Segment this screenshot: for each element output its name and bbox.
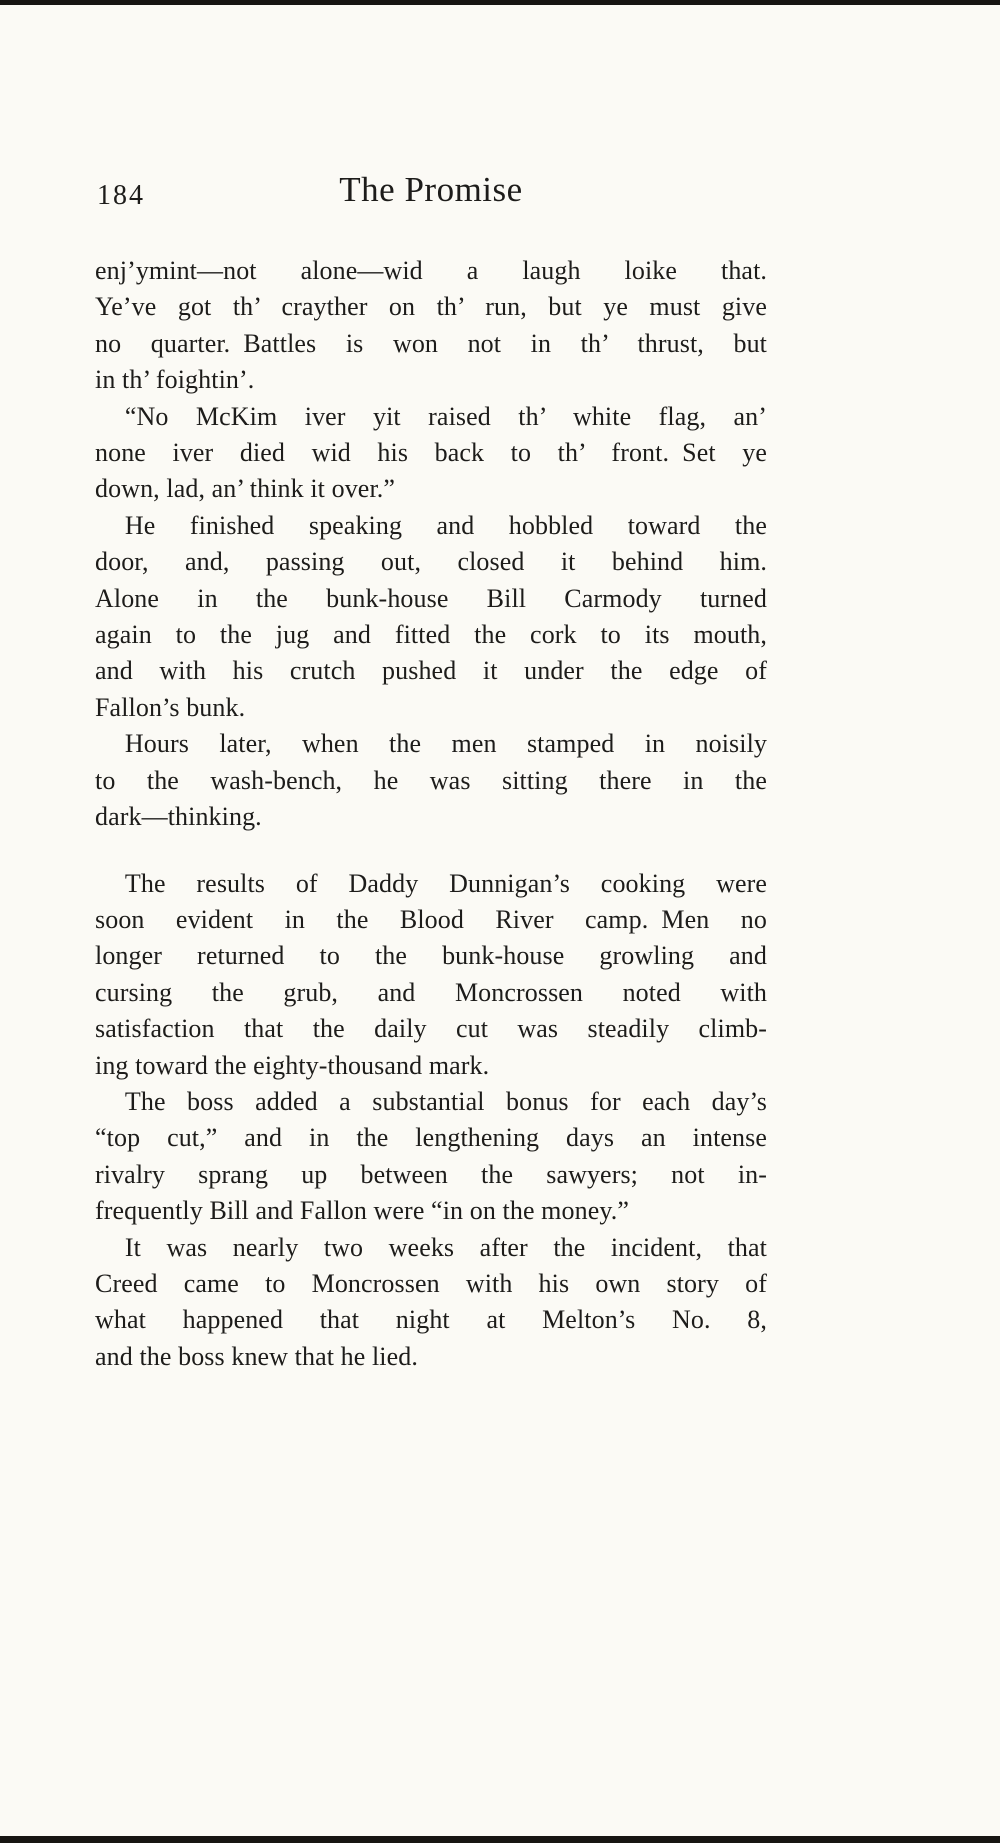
text-line: to the wash-bench, he was sitting there in the (95, 765, 767, 795)
book-title: The Promise (339, 170, 523, 209)
text-line: It was nearly two weeks after the incident, that (124, 1232, 767, 1262)
paragraph (95, 726, 767, 835)
text-line: rivalry sprang up between the sawyers; not in- (95, 1159, 767, 1189)
text-line: soon evident in the Blood River camp. Men no (95, 904, 767, 934)
text-line: down, lad, an’ think it over.” (95, 474, 396, 504)
text-line: cursing the grub, and Moncrossen noted with (95, 977, 767, 1007)
text-line: Creed came to Moncrossen with his own story of (95, 1268, 767, 1298)
paragraph (95, 508, 767, 726)
text-line: door, and, passing out, closed it behind him. (95, 547, 767, 577)
text-line: no quarter. Battles is won not in th’ thrust, but (95, 328, 767, 358)
text-line: dark—thinking. (95, 802, 262, 832)
paragraph (95, 866, 767, 1084)
paragraph (95, 399, 767, 508)
text-line: frequently Bill and Fallon were “in on the money.” (95, 1196, 630, 1226)
text-line: “No McKim iver yit raised th’ white flag, an’ (124, 401, 767, 431)
page-header (95, 170, 767, 220)
text-line: again to the jug and fitted the cork to its mouth, (95, 620, 767, 650)
text-line: ing toward the eighty-thousand mark. (95, 1050, 490, 1080)
text-line: He finished speaking and hobbled toward the (124, 510, 767, 540)
text-line: Alone in the bunk-house Bill Carmody turned (95, 583, 767, 613)
text-line: satisfaction that the daily cut was steadily climb- (95, 1014, 767, 1044)
text-block (95, 253, 767, 1375)
text-line: enj’ymint—not alone—wid a laugh loike that. (95, 256, 767, 285)
paragraph (95, 1084, 767, 1230)
text-line: Fallon’s bunk. (95, 692, 246, 722)
text-line: The results of Daddy Dunnigan’s cooking were (124, 868, 767, 898)
text-line: what happened that night at Melton’s No. 8, (95, 1305, 767, 1335)
text-line: none iver died wid his back to th’ front. Set ye (95, 438, 767, 468)
page-number: 184 (97, 180, 145, 211)
text-line: Hours later, when the men stamped in noisily (124, 729, 767, 759)
scan-edge-top (0, 0, 1000, 5)
text-line: in th’ foightin’. (95, 365, 255, 395)
text-line: Ye’ve got th’ crayther on th’ run, but ye must give (95, 292, 767, 322)
text-line: longer returned to the bunk-house growling and (95, 941, 767, 971)
paragraph (95, 1230, 767, 1376)
text-line: and the boss knew that he lied. (95, 1341, 418, 1371)
text-line: The boss added a substantial bonus for each day’s (124, 1086, 767, 1116)
scan-edge-bottom (0, 1836, 1000, 1843)
text-line: and with his crutch pushed it under the edge of (95, 656, 767, 686)
paragraph (95, 253, 767, 399)
text-line: “top cut,” and in the lengthening days an intense (95, 1123, 767, 1153)
